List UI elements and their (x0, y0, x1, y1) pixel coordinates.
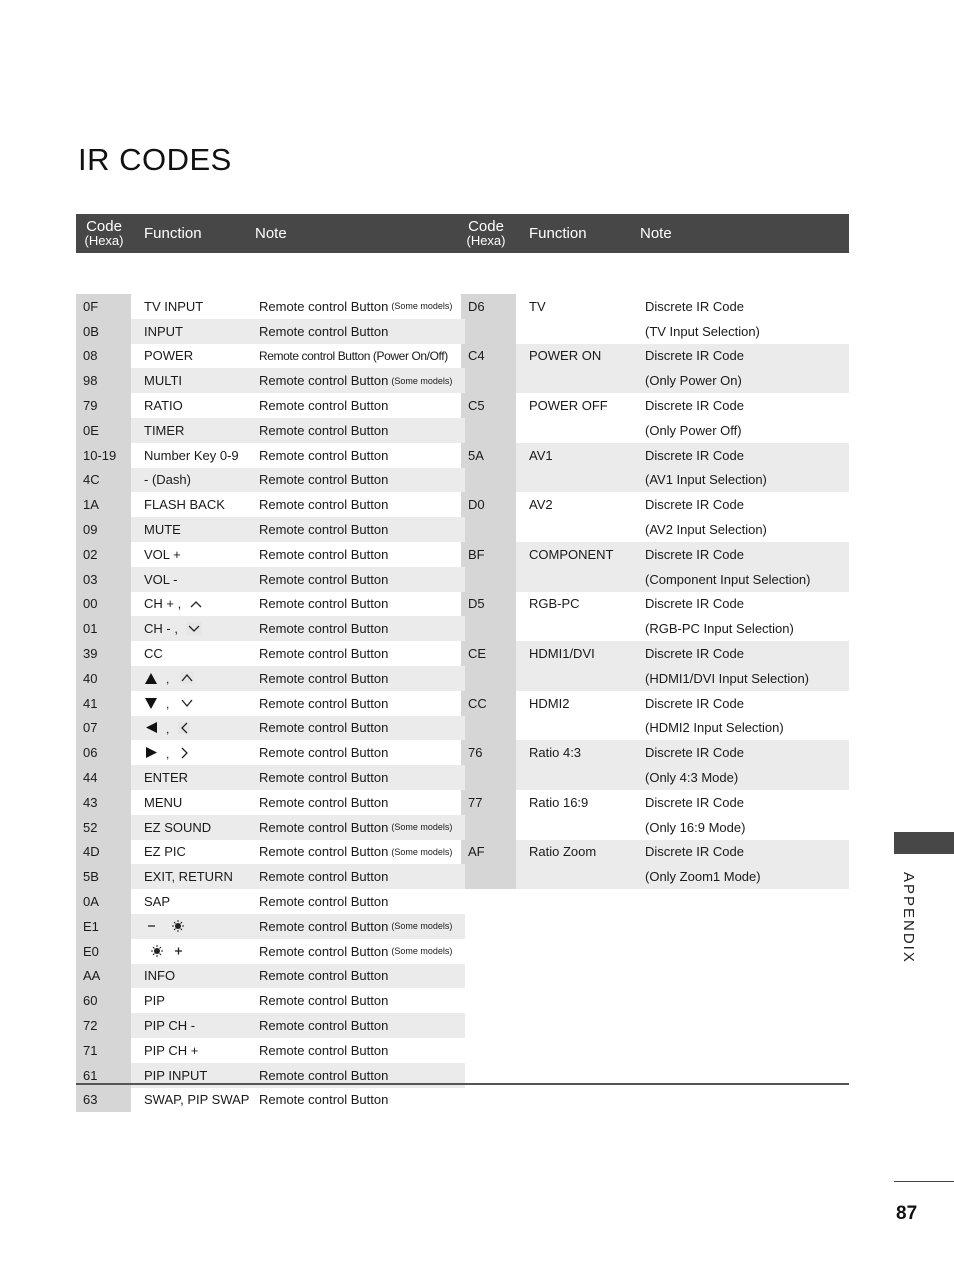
function-label: EZ SOUND (144, 819, 212, 835)
note-cell (259, 666, 388, 691)
svg-text:,: , (166, 672, 170, 686)
note-text: Remote control Button (259, 720, 389, 736)
code-cell: BF (468, 546, 485, 562)
table-row (76, 641, 465, 666)
note-cell-detail: (Only 4:3 Mode) (645, 770, 739, 786)
table-row (76, 889, 465, 914)
code-cell: 79 (83, 398, 98, 414)
function-label: TV INPUT (144, 298, 204, 314)
code-cell: 77 (468, 794, 483, 810)
note-cell (259, 294, 452, 319)
function-cell (144, 1088, 249, 1113)
function-cell (144, 492, 225, 517)
code-cell: D6 (468, 298, 485, 314)
table-row (76, 567, 465, 592)
note-text: Remote control Button (259, 398, 389, 414)
function-cell (144, 567, 177, 592)
note-text: Remote control Button (259, 869, 389, 885)
header-hexa-label: (Hexa) (84, 232, 124, 248)
function-label: TIMER (144, 422, 185, 438)
note-cell (259, 988, 388, 1013)
note-cell (259, 815, 452, 840)
note-text: Remote control Button (259, 422, 389, 438)
function-label: VOL - (144, 571, 178, 587)
code-cell: 71 (83, 1042, 98, 1058)
table-row (76, 393, 465, 418)
table-row (76, 542, 465, 567)
ir-codes-table (76, 214, 849, 1112)
note-text: Remote control Button (259, 323, 389, 339)
page-title: IR CODES (78, 142, 232, 177)
note-text: Remote control Button (259, 1067, 389, 1083)
table-row (76, 765, 465, 790)
caret-down-boxed-icon (186, 622, 202, 636)
note-text: Remote control Button (259, 621, 389, 637)
function-cell (144, 691, 200, 716)
code-cell: 40 (83, 670, 98, 686)
note-cell (259, 492, 388, 517)
function-cell (144, 964, 175, 989)
note-cell (259, 964, 388, 989)
triangle-up-pair-icon (144, 671, 200, 685)
note-cell: Discrete IR Code (645, 348, 744, 364)
table-row (76, 964, 465, 989)
code-cell: 41 (83, 695, 98, 711)
code-cell: 60 (83, 993, 98, 1009)
appendix-side-label: APPENDIX (900, 872, 917, 964)
function-label: CH - , (144, 621, 178, 637)
note-cell (259, 443, 388, 468)
function-label: MUTE (144, 522, 181, 538)
function-cell (144, 517, 181, 542)
function-cell (144, 1038, 198, 1063)
table-row (76, 939, 465, 964)
function-cell: Ratio 16:9 (529, 794, 589, 810)
note-text: Remote control Button (259, 745, 389, 761)
note-cell (259, 840, 452, 865)
function-label: - (Dash) (144, 472, 191, 488)
function-cell (144, 418, 184, 443)
code-cell: D0 (468, 497, 485, 513)
header-function-right: Function (529, 225, 587, 242)
note-cell-detail: (Only Power On) (645, 373, 742, 389)
table-row (76, 840, 465, 865)
function-label: SAP (144, 894, 171, 910)
note-cell (259, 641, 388, 666)
code-cell: 52 (83, 819, 98, 835)
function-cell (144, 468, 191, 493)
code-cell: 00 (83, 596, 98, 612)
note-cell (259, 939, 452, 964)
code-cell: 5B (83, 869, 99, 885)
note-text: Remote control Button (259, 918, 389, 934)
note-text: Remote control Button (259, 472, 389, 488)
note-cell (259, 1038, 388, 1063)
code-cell: 76 (468, 745, 483, 761)
code-cell: 43 (83, 794, 98, 810)
note-cell: Discrete IR Code (645, 596, 744, 612)
code-cell: E0 (83, 943, 99, 959)
note-small-text: (Some models) (391, 921, 453, 932)
code-cell: 10-19 (83, 447, 117, 463)
code-cell: 02 (83, 546, 98, 562)
note-cell-detail: (Only Zoom1 Mode) (645, 869, 761, 885)
note-cell: Discrete IR Code (645, 546, 744, 562)
function-label: VOL + (144, 546, 181, 562)
svg-text:,: , (166, 697, 170, 711)
function-cell: HDMI1/DVI (529, 646, 595, 662)
page-number: 87 (896, 1203, 918, 1224)
note-cell-detail: (HDMI2 Input Selection) (645, 720, 784, 736)
function-label: CC (144, 646, 163, 662)
function-label: PIP INPUT (144, 1067, 208, 1083)
function-cell (144, 815, 211, 840)
note-cell (259, 368, 452, 393)
note-cell-detail: (Only 16:9 Mode) (645, 819, 746, 835)
table-row (76, 1088, 465, 1113)
note-small-text: (Some models) (391, 846, 453, 857)
function-cell (144, 393, 183, 418)
function-cell (144, 368, 182, 393)
note-text: Remote control Button (Power On/Off) (259, 348, 448, 363)
header-code-left (82, 214, 126, 253)
note-cell (259, 1088, 388, 1113)
svg-text:,: , (166, 746, 170, 760)
table-row (76, 914, 465, 939)
note-cell (259, 914, 452, 939)
code-cell: 61 (83, 1067, 98, 1083)
code-cell: 39 (83, 646, 98, 662)
svg-text:,: , (166, 721, 170, 735)
table-row (76, 790, 465, 815)
code-cell: 72 (83, 1018, 98, 1034)
function-label: RATIO (144, 398, 183, 414)
function-cell (144, 889, 170, 914)
table-row (76, 716, 465, 741)
function-label: ENTER (144, 770, 189, 786)
footer-rule (894, 1181, 954, 1182)
note-cell (259, 765, 388, 790)
function-cell (144, 666, 200, 691)
function-cell: RGB-PC (529, 596, 580, 612)
function-label: FLASH BACK (144, 497, 225, 513)
note-text: Remote control Button (259, 1018, 389, 1034)
table-body (76, 253, 849, 1112)
note-text: Remote control Button (259, 1092, 389, 1108)
header-code-label: Code (468, 217, 504, 235)
function-cell (144, 1013, 195, 1038)
note-text: Remote control Button (259, 943, 389, 959)
code-cell: 07 (83, 720, 98, 736)
function-cell (144, 740, 200, 765)
code-cell: 0E (83, 422, 99, 438)
table-row (76, 616, 465, 641)
function-label: INPUT (144, 323, 183, 339)
function-cell: COMPONENT (529, 546, 614, 562)
function-cell (144, 939, 190, 964)
note-cell: Discrete IR Code (645, 447, 744, 463)
function-label: PIP (144, 993, 165, 1009)
table-row (76, 740, 465, 765)
note-cell (259, 1013, 388, 1038)
note-cell (259, 864, 388, 889)
note-cell-detail: (RGB-PC Input Selection) (645, 621, 794, 637)
function-cell (144, 443, 239, 468)
header-code-right (464, 214, 508, 253)
function-cell (144, 716, 200, 741)
table-row (76, 319, 465, 344)
note-text: Remote control Button (259, 844, 389, 860)
note-text: Remote control Button (259, 770, 389, 786)
note-text: Remote control Button (259, 522, 389, 538)
function-cell (144, 914, 190, 939)
note-cell (259, 889, 388, 914)
note-text: Remote control Button (259, 993, 389, 1009)
header-note-left: Note (255, 225, 287, 242)
table-row (76, 492, 465, 517)
function-cell (144, 542, 181, 567)
header-code-label: Code (86, 217, 122, 235)
note-text: Remote control Button (259, 447, 389, 463)
code-cell: 03 (83, 571, 98, 587)
code-cell: 44 (83, 770, 98, 786)
code-cell: AF (468, 844, 485, 860)
function-label: INFO (144, 968, 176, 984)
note-text: Remote control Button (259, 819, 389, 835)
table-row (76, 468, 465, 493)
note-cell-detail: (AV2 Input Selection) (645, 522, 767, 538)
table-header (76, 214, 849, 253)
function-cell: TV (529, 298, 546, 314)
code-cell: 0A (83, 894, 99, 910)
note-cell (259, 740, 388, 765)
note-cell: Discrete IR Code (645, 497, 744, 513)
note-cell: Discrete IR Code (645, 745, 744, 761)
function-label: EXIT, RETURN (144, 869, 233, 885)
function-label: SWAP, PIP SWAP (144, 1092, 250, 1108)
note-cell-detail: (Component Input Selection) (645, 571, 811, 587)
function-label: PIP CH + (144, 1042, 199, 1058)
table-row (76, 592, 465, 617)
table-row (76, 418, 465, 443)
note-text: Remote control Button (259, 968, 389, 984)
function-cell (144, 840, 186, 865)
note-cell (259, 691, 388, 716)
note-cell (259, 319, 388, 344)
function-cell (144, 616, 202, 641)
function-cell (144, 592, 203, 617)
brightness-minus-icon (144, 919, 190, 933)
note-small-text: (Some models) (391, 946, 453, 957)
note-cell: Discrete IR Code (645, 298, 744, 314)
triangle-left-pair-icon (144, 721, 200, 735)
note-cell: Discrete IR Code (645, 398, 744, 414)
note-cell (259, 468, 388, 493)
code-cell: 0B (83, 323, 99, 339)
function-label: EZ PIC (144, 844, 186, 860)
header-note-right: Note (640, 225, 672, 242)
note-text: Remote control Button (259, 1042, 389, 1058)
function-cell (144, 641, 163, 666)
function-cell: Ratio 4:3 (529, 745, 582, 761)
code-cell: 1A (83, 497, 99, 513)
function-label: CH + , (144, 596, 182, 612)
function-cell: AV1 (529, 447, 553, 463)
note-cell (259, 567, 388, 592)
code-cell: CE (468, 646, 487, 662)
table-row (76, 344, 465, 369)
function-cell (144, 790, 182, 815)
table-row (76, 294, 465, 319)
code-cell: 08 (83, 348, 98, 364)
code-cell: 06 (83, 745, 98, 761)
code-cell: C5 (468, 398, 485, 414)
note-text: Remote control Button (259, 894, 389, 910)
function-cell (144, 344, 193, 369)
note-text: Remote control Button (259, 695, 389, 711)
table-row (76, 691, 465, 716)
header-function-left: Function (144, 225, 202, 242)
note-small-text: (Some models) (391, 375, 453, 386)
note-text: Remote control Button (259, 794, 389, 810)
code-cell: 4D (83, 844, 100, 860)
triangle-right-pair-icon (144, 746, 200, 760)
table-row (76, 1038, 465, 1063)
function-label: MULTI (144, 373, 183, 389)
code-cell: 63 (83, 1092, 98, 1108)
note-text: Remote control Button (259, 571, 389, 587)
caret-up-icon (189, 599, 203, 609)
table-row (76, 988, 465, 1013)
note-cell (259, 344, 448, 369)
note-cell: Discrete IR Code (645, 646, 744, 662)
code-cell: 09 (83, 522, 98, 538)
note-cell (259, 542, 388, 567)
appendix-tab-marker (894, 832, 954, 854)
note-cell-detail: (HDMI1/DVI Input Selection) (645, 670, 810, 686)
note-text: Remote control Button (259, 546, 389, 562)
note-cell (259, 393, 388, 418)
code-cell: 98 (83, 373, 98, 389)
code-cell: 01 (83, 621, 98, 637)
note-small-text: (Some models) (391, 301, 453, 312)
code-cell: C4 (468, 348, 485, 364)
function-cell (144, 988, 165, 1013)
note-cell (259, 418, 388, 443)
brightness-plus-icon (144, 944, 190, 958)
note-cell (259, 716, 388, 741)
table-row (76, 443, 465, 468)
function-cell (144, 864, 233, 889)
note-cell: Discrete IR Code (645, 794, 744, 810)
table-row (76, 368, 465, 393)
note-text: Remote control Button (259, 646, 389, 662)
note-cell (259, 616, 388, 641)
triangle-down-pair-icon (144, 696, 200, 710)
function-cell: HDMI2 (529, 695, 570, 711)
function-label: PIP CH - (144, 1018, 196, 1034)
note-cell-detail: (Only Power Off) (645, 422, 742, 438)
table-row (76, 666, 465, 691)
code-cell: 0F (83, 298, 99, 314)
code-cell: CC (468, 695, 487, 711)
note-text: Remote control Button (259, 298, 389, 314)
note-cell-detail: (TV Input Selection) (645, 323, 760, 339)
code-cell: AA (83, 968, 101, 984)
function-label: Number Key 0-9 (144, 447, 239, 463)
note-cell-detail: (AV1 Input Selection) (645, 472, 767, 488)
code-cell: 4C (83, 472, 100, 488)
function-cell: POWER OFF (529, 398, 608, 414)
table-row (76, 815, 465, 840)
table-row (76, 517, 465, 542)
code-cell: D5 (468, 596, 485, 612)
note-small-text: (Some models) (391, 822, 453, 833)
header-hexa-label: (Hexa) (466, 232, 506, 248)
function-cell: POWER ON (529, 348, 602, 364)
function-cell: AV2 (529, 497, 553, 513)
code-cell: 5A (468, 447, 484, 463)
note-text: Remote control Button (259, 497, 389, 513)
note-cell: Discrete IR Code (645, 695, 744, 711)
note-cell (259, 790, 388, 815)
function-cell (144, 319, 183, 344)
table-bottom-rule (76, 1083, 849, 1085)
note-cell (259, 517, 388, 542)
function-cell (144, 294, 203, 319)
function-label: POWER (144, 348, 194, 364)
note-text: Remote control Button (259, 596, 389, 612)
function-cell (144, 765, 188, 790)
table-row (76, 864, 465, 889)
code-cell: E1 (83, 918, 99, 934)
note-cell: Discrete IR Code (645, 844, 744, 860)
note-text: Remote control Button (259, 670, 389, 686)
note-text: Remote control Button (259, 373, 389, 389)
note-cell (259, 592, 388, 617)
function-label: MENU (144, 794, 183, 810)
table-row (76, 1013, 465, 1038)
function-cell: Ratio Zoom (529, 844, 597, 860)
